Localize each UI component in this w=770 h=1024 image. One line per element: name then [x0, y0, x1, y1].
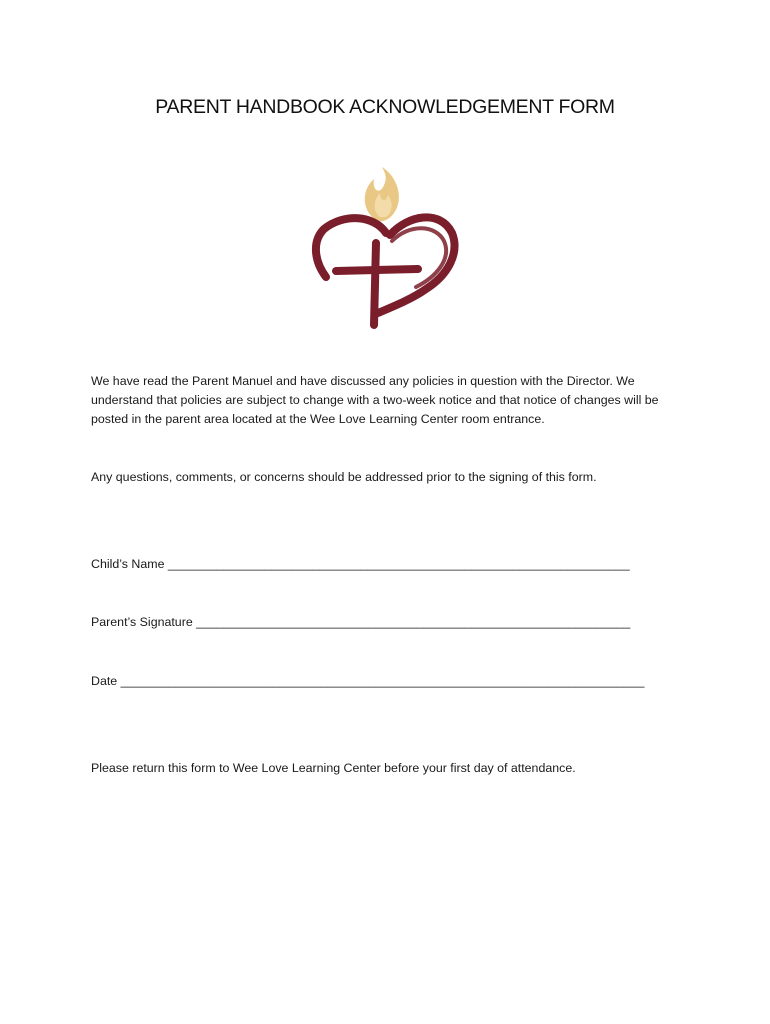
cross-vertical	[374, 243, 376, 325]
closing-instruction: Please return this form to Wee Love Learning Center before your first day of attendance.	[91, 761, 576, 775]
intro-paragraph: We have read the Parent Manuel and have discussed any policies in question with the Director. We understand that policies are subject to change with a two-week notice and that notice of changes will be posted in the parent area located at the Wee Love Learning Center room entrance.	[91, 374, 659, 426]
heart-cross-candle-icon	[308, 163, 460, 329]
cross-horizontal	[336, 269, 418, 271]
parent-signature-field[interactable]: Parent’s Signature _______________________________________________________________	[91, 615, 631, 629]
form-title: PARENT HANDBOOK ACKNOWLEDGEMENT FORM	[155, 96, 615, 118]
questions-paragraph: Any questions, comments, or concerns should be addressed prior to the signing of this form.	[91, 470, 597, 484]
date-field[interactable]: Date ____________________________________________________________________________	[91, 674, 645, 688]
child-name-field[interactable]: Child’s Name ___________________________________________________________________	[91, 557, 630, 571]
